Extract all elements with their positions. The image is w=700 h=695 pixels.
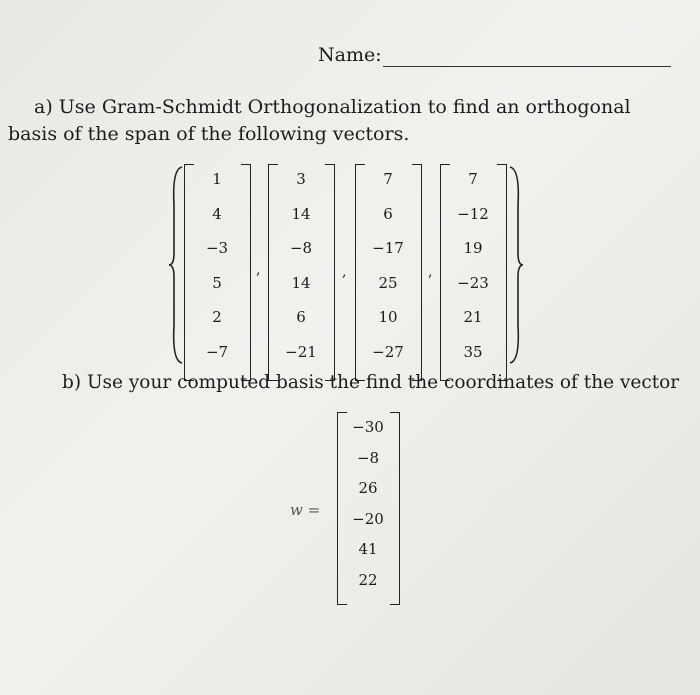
vector-entry: −20 <box>352 509 384 528</box>
vector-entry: 10 <box>378 308 398 326</box>
vector-entry: −27 <box>372 342 404 361</box>
vector-entry: 35 <box>463 342 483 361</box>
set-close-brace-icon <box>508 165 524 365</box>
vector-entry: −30 <box>352 418 384 436</box>
vector-entry: 41 <box>358 540 378 558</box>
vector-entry: 19 <box>463 239 483 257</box>
vector-entry: 14 <box>291 273 311 292</box>
w-vector-label: w = <box>290 501 321 519</box>
vector-entry: −17 <box>372 239 404 257</box>
name-blank-line <box>383 66 671 67</box>
vector-entry: 1 <box>212 170 222 188</box>
vector-entry: 3 <box>296 170 306 188</box>
vector-entry: −21 <box>285 342 317 361</box>
vector-entry: 26 <box>358 479 378 497</box>
vector-entry: 22 <box>358 570 378 589</box>
vector-entry: 2 <box>212 308 222 326</box>
set-open-brace-icon <box>168 165 184 365</box>
vector-entry: −7 <box>205 342 229 361</box>
vector-entry: 21 <box>463 308 483 326</box>
vector-entry: −3 <box>205 239 229 257</box>
part-a-question: a) Use Gram-Schmidt Orthogonalization to find an orthogonal basis of the span of the following vectors. <box>8 96 631 145</box>
vector-entry: 6 <box>296 308 306 326</box>
vector-entry: 4 <box>212 204 222 223</box>
name-label: Name: <box>318 44 382 66</box>
vector-entry: −8 <box>356 448 380 467</box>
vector-entry: −12 <box>457 204 489 223</box>
vector-entry: 7 <box>383 170 393 188</box>
vector-entry: −23 <box>457 273 489 292</box>
vector-entry: 14 <box>291 204 311 223</box>
separator-comma: , <box>428 264 433 280</box>
vector-entry: −8 <box>289 239 313 257</box>
vector-entry: 5 <box>212 273 222 292</box>
separator-comma: , <box>256 262 261 278</box>
vector-entry: 7 <box>468 170 478 188</box>
vector-entry: 6 <box>383 204 393 223</box>
part-b-question: b) Use your computed basis the find the coordinates of the vector <box>62 372 680 393</box>
separator-comma: , <box>342 264 347 280</box>
vector-entry: 25 <box>378 273 398 292</box>
